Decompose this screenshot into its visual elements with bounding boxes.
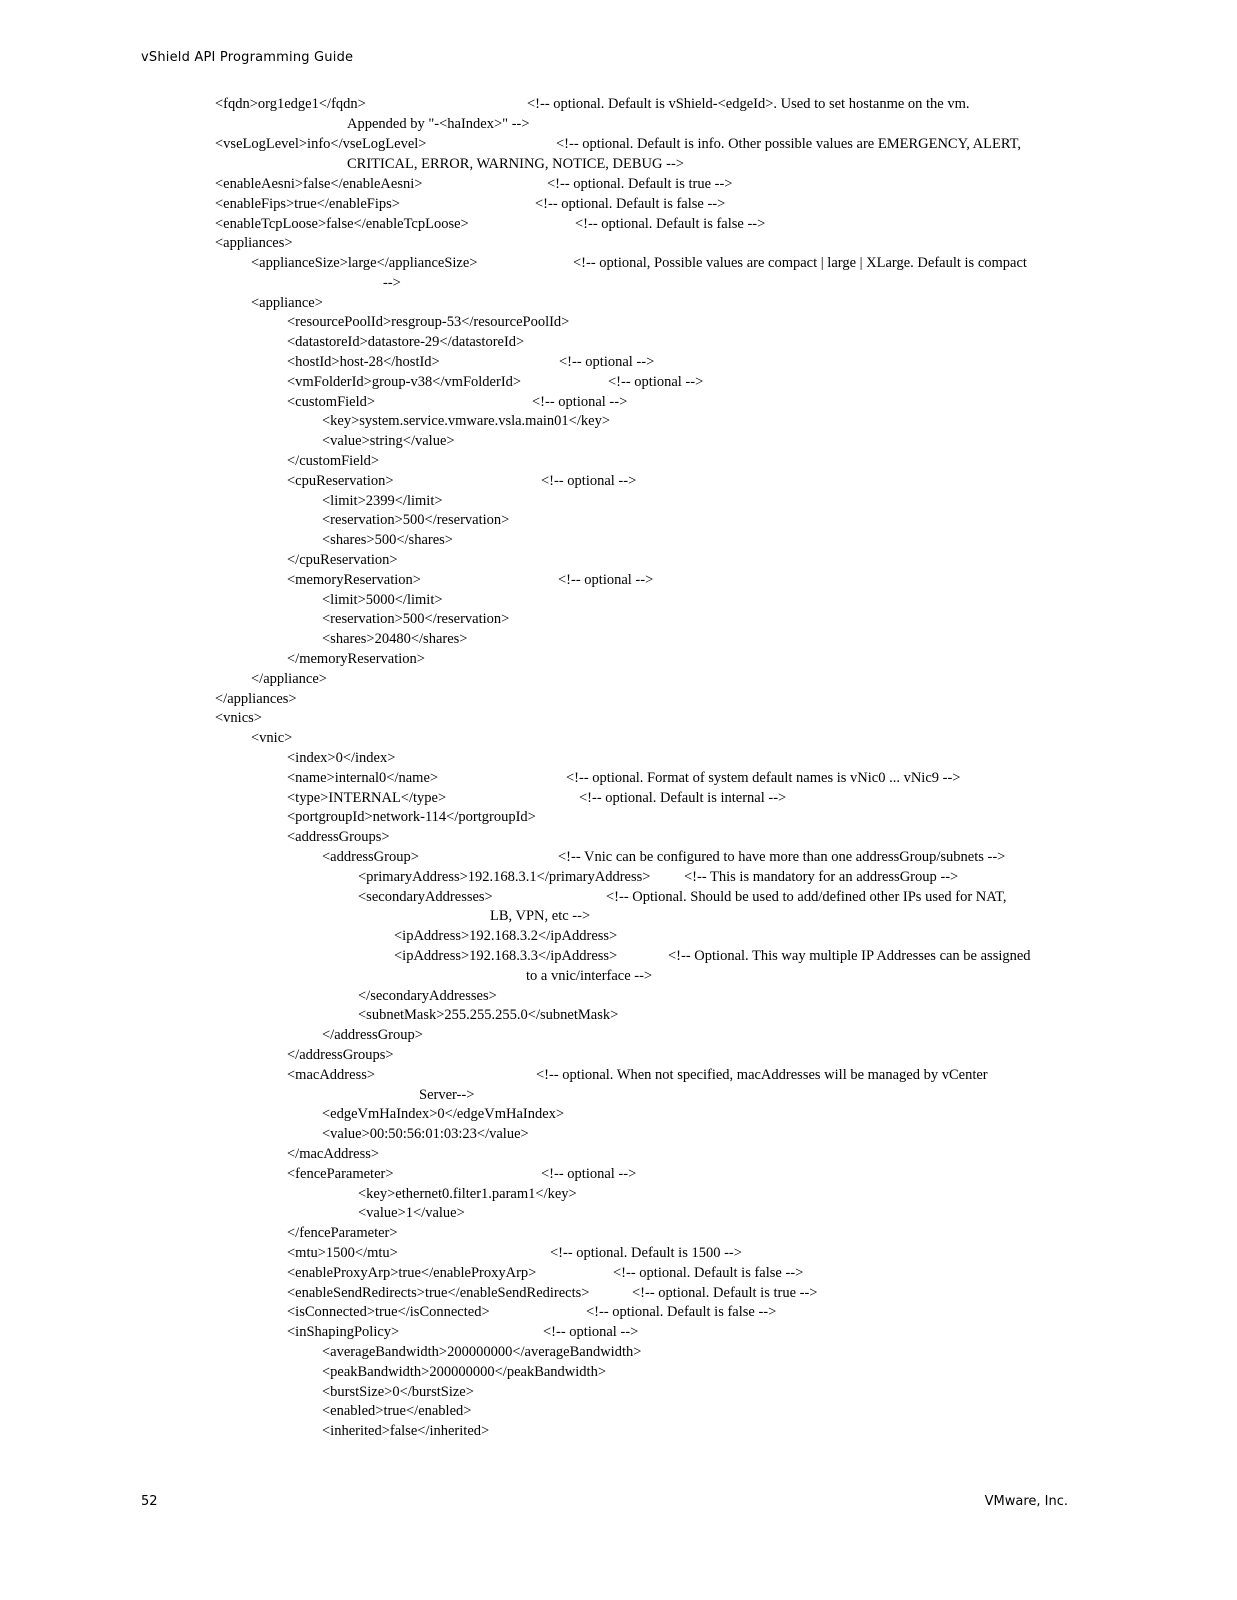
code-line: <inherited>false</inherited> xyxy=(322,1423,490,1439)
code-line: Appended by "-<haIndex>" --> xyxy=(347,116,530,132)
code-line: <isConnected>true</isConnected> xyxy=(287,1304,490,1320)
code-comment: <!-- optional --> xyxy=(543,1324,639,1340)
code-line: </addressGroup> xyxy=(322,1027,423,1043)
code-line: <vnic> xyxy=(251,730,293,746)
code-line: <datastoreId>datastore-29</datastoreId> xyxy=(287,334,525,350)
code-line: <key>ethernet0.filter1.param1</key> xyxy=(358,1186,577,1202)
code-line: <enabled>true</enabled> xyxy=(322,1403,472,1419)
code-line: <fqdn>org1edge1</fqdn> xyxy=(215,96,366,112)
code-line: <averageBandwidth>200000000</averageBandwidth> xyxy=(322,1344,642,1360)
code-line: <reservation>500</reservation> xyxy=(322,512,510,528)
code-line: <limit>2399</limit> xyxy=(322,493,443,509)
code-line: <subnetMask>255.255.255.0</subnetMask> xyxy=(358,1007,619,1023)
code-comment: <!-- Optional. Should be used to add/defined other IPs used for NAT, xyxy=(606,889,1007,905)
code-line: <enableFips>true</enableFips> xyxy=(215,196,400,212)
code-comment: <!-- This is mandatory for an addressGroup --> xyxy=(684,869,959,885)
code-line: <mtu>1500</mtu> xyxy=(287,1245,398,1261)
code-comment: <!-- optional. Default is info. Other possible values are EMERGENCY, ALERT, xyxy=(556,136,1022,152)
code-line: CRITICAL, ERROR, WARNING, NOTICE, DEBUG --> xyxy=(347,156,684,172)
code-line: </addressGroups> xyxy=(287,1047,394,1063)
code-line: </appliances> xyxy=(215,691,297,707)
code-comment: <!-- optional. Format of system default names is vNic0 ... vNic9 --> xyxy=(566,770,961,786)
footer-company: VMware, Inc. xyxy=(984,1494,1068,1509)
code-line: <name>internal0</name> xyxy=(287,770,439,786)
code-line: <customField> xyxy=(287,394,376,410)
page-number: 52 xyxy=(141,1494,158,1509)
code-line: <addressGroup> xyxy=(322,849,419,865)
code-line: <cpuReservation> xyxy=(287,473,394,489)
code-line: <addressGroups> xyxy=(287,829,390,845)
code-comment: <!-- optional. Default is false --> xyxy=(613,1265,804,1281)
code-comment: <!-- Vnic can be configured to have more than one addressGroup/subnets --> xyxy=(558,849,1006,865)
code-comment: <!-- optional. Default is false --> xyxy=(586,1304,777,1320)
code-line: <vmFolderId>group-v38</vmFolderId> xyxy=(287,374,522,390)
code-line: <vnics> xyxy=(215,710,262,726)
code-line: --> xyxy=(383,275,401,291)
code-line: <ipAddress>192.168.3.2</ipAddress> xyxy=(394,928,618,944)
code-line: <macAddress> xyxy=(287,1067,376,1083)
code-comment: <!-- optional, Possible values are compact | large | XLarge. Default is compact xyxy=(573,255,1027,271)
code-line: <value>1</value> xyxy=(358,1205,465,1221)
code-comment: <!-- Optional. This way multiple IP Addresses can be assigned xyxy=(668,948,1031,964)
code-line: <key>system.service.vmware.vsla.main01</key> xyxy=(322,413,610,429)
code-line: <reservation>500</reservation> xyxy=(322,611,510,627)
code-line: LB, VPN, etc --> xyxy=(490,908,591,924)
code-comment: <!-- optional --> xyxy=(532,394,628,410)
code-line: </customField> xyxy=(287,453,380,469)
code-line: <appliance> xyxy=(251,295,323,311)
code-line: <type>INTERNAL</type> xyxy=(287,790,447,806)
code-line: </fenceParameter> xyxy=(287,1225,398,1241)
code-comment: <!-- optional. Default is 1500 --> xyxy=(550,1245,742,1261)
code-comment: <!-- optional. Default is vShield-<edgeId>. Used to set hostanme on the vm. xyxy=(527,96,970,112)
code-line: <shares>500</shares> xyxy=(322,532,453,548)
code-line: <edgeVmHaIndex>0</edgeVmHaIndex> xyxy=(322,1106,565,1122)
code-line: <primaryAddress>192.168.3.1</primaryAddress> xyxy=(358,869,651,885)
code-comment: <!-- optional. Default is true --> xyxy=(632,1285,818,1301)
code-line: <enableProxyArp>true</enableProxyArp> xyxy=(287,1265,537,1281)
code-line: <peakBandwidth>200000000</peakBandwidth> xyxy=(322,1364,607,1380)
code-comment: <!-- optional. Default is false --> xyxy=(575,216,766,232)
code-line: <enableTcpLoose>false</enableTcpLoose> xyxy=(215,216,469,232)
code-line: <hostId>host-28</hostId> xyxy=(287,354,440,370)
code-line: <shares>20480</shares> xyxy=(322,631,468,647)
code-line: <resourcePoolId>resgroup-53</resourcePoolId> xyxy=(287,314,570,330)
running-header: vShield API Programming Guide xyxy=(141,50,354,65)
code-line: </macAddress> xyxy=(287,1146,380,1162)
code-line: </appliance> xyxy=(251,671,327,687)
code-line: <value>string</value> xyxy=(322,433,455,449)
code-line: <inShapingPolicy> xyxy=(287,1324,400,1340)
code-comment: <!-- optional --> xyxy=(541,473,637,489)
code-line: <portgroupId>network-114</portgroupId> xyxy=(287,809,536,825)
code-comment: <!-- optional --> xyxy=(608,374,704,390)
code-line: <fenceParameter> xyxy=(287,1166,394,1182)
code-comment: <!-- optional --> xyxy=(558,572,654,588)
code-line: <value>00:50:56:01:03:23</value> xyxy=(322,1126,529,1142)
code-line: to a vnic/interface --> xyxy=(526,968,653,984)
code-comment: <!-- optional --> xyxy=(541,1166,637,1182)
code-comment: <!-- optional. Default is internal --> xyxy=(579,790,787,806)
code-line: <index>0</index> xyxy=(287,750,396,766)
code-comment: <!-- optional. Default is true --> xyxy=(547,176,733,192)
code-line: <ipAddress>192.168.3.3</ipAddress> xyxy=(394,948,618,964)
code-line: </cpuReservation> xyxy=(287,552,398,568)
code-line: </secondaryAddresses> xyxy=(358,988,497,1004)
code-comment: <!-- optional --> xyxy=(559,354,655,370)
code-line: <secondaryAddresses> xyxy=(358,889,493,905)
code-comment: <!-- optional. When not specified, macAddresses will be managed by vCenter xyxy=(536,1067,988,1083)
code-line: <appliances> xyxy=(215,235,293,251)
code-line: <applianceSize>large</applianceSize> xyxy=(251,255,478,271)
code-comment: <!-- optional. Default is false --> xyxy=(535,196,726,212)
code-line: <burstSize>0</burstSize> xyxy=(322,1384,474,1400)
code-line: Server--> xyxy=(419,1087,475,1103)
code-line: <limit>5000</limit> xyxy=(322,592,443,608)
code-line: <enableSendRedirects>true</enableSendRedirects> xyxy=(287,1285,590,1301)
code-line: <vseLogLevel>info</vseLogLevel> xyxy=(215,136,427,152)
code-line: </memoryReservation> xyxy=(287,651,425,667)
code-line: <memoryReservation> xyxy=(287,572,421,588)
code-line: <enableAesni>false</enableAesni> xyxy=(215,176,423,192)
